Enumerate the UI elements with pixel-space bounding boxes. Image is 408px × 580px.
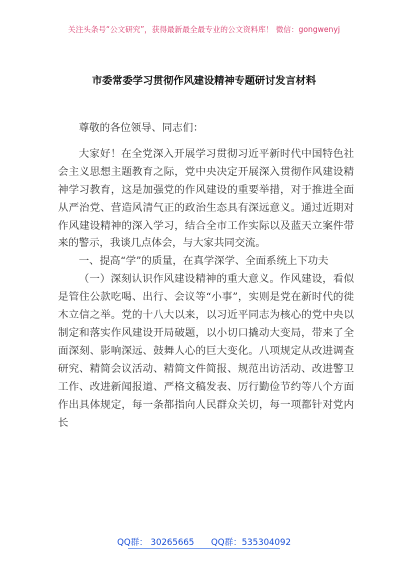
paragraph-gap [58, 138, 354, 146]
footer-qq-group-2[interactable]: QQ群：535304092 [211, 538, 291, 548]
salutation: 尊敬的各位领导、同志们： [78, 122, 204, 134]
document-body [58, 120, 354, 432]
footer-link-underline [128, 548, 280, 549]
document-title: 市委常委学习贯彻作风建设精神专题研讨发言材料 [91, 76, 317, 87]
header-banner: 关注头条号“公文研究”，获得最新最全最专业的公文资料库！ 微信：gongwenyj [68, 25, 340, 34]
body-paragraph-1-1: （一）深刻认识作风建设精神的重大意义。作风建设，看似是管住公款吃喝、出行、会议等“小事”，实则是党在新时代的徙木立信之举。党的十八大以来，以习近平同志为核心的党中央以制定和落实作风建设开局破题，以小切口撬动大变局，带来了全面深刻、影响深远、鼓舞人心的巨大变化。八项规定从改进调查研究、精简会议活动、精简文件简报、规范出访活动、改进警卫工作、改进新闻报道、严格文稿发表、厉行勤俭节约等八个方面作出具体规定，每一条都指向人民群众关切，每一项都针对党内长 [58, 273, 354, 429]
body-paragraph-intro: 大家好！在全党深入开展学习贯彻习近平新时代中国特色社会主义思想主题教育之际，党中央决定开展深入贯彻作风建设精神学习教育，这是加强党的作风建设的重要举措，对于推进全面从严治党、营造风清气正的政治生态具有深远意义。通过近期对作风建设精神的深入学习，结合全市工作实际以及蓝天立案件带来的警示，我谈几点体会，与大家共同交流。 [58, 147, 354, 250]
section-heading-1: 一、提高“学”的质量，在真学深学、全面系统上下功夫 [78, 255, 329, 268]
footer-contacts [0, 536, 408, 548]
footer-qq-group-1[interactable]: QQ群： 30265665 [117, 538, 195, 548]
